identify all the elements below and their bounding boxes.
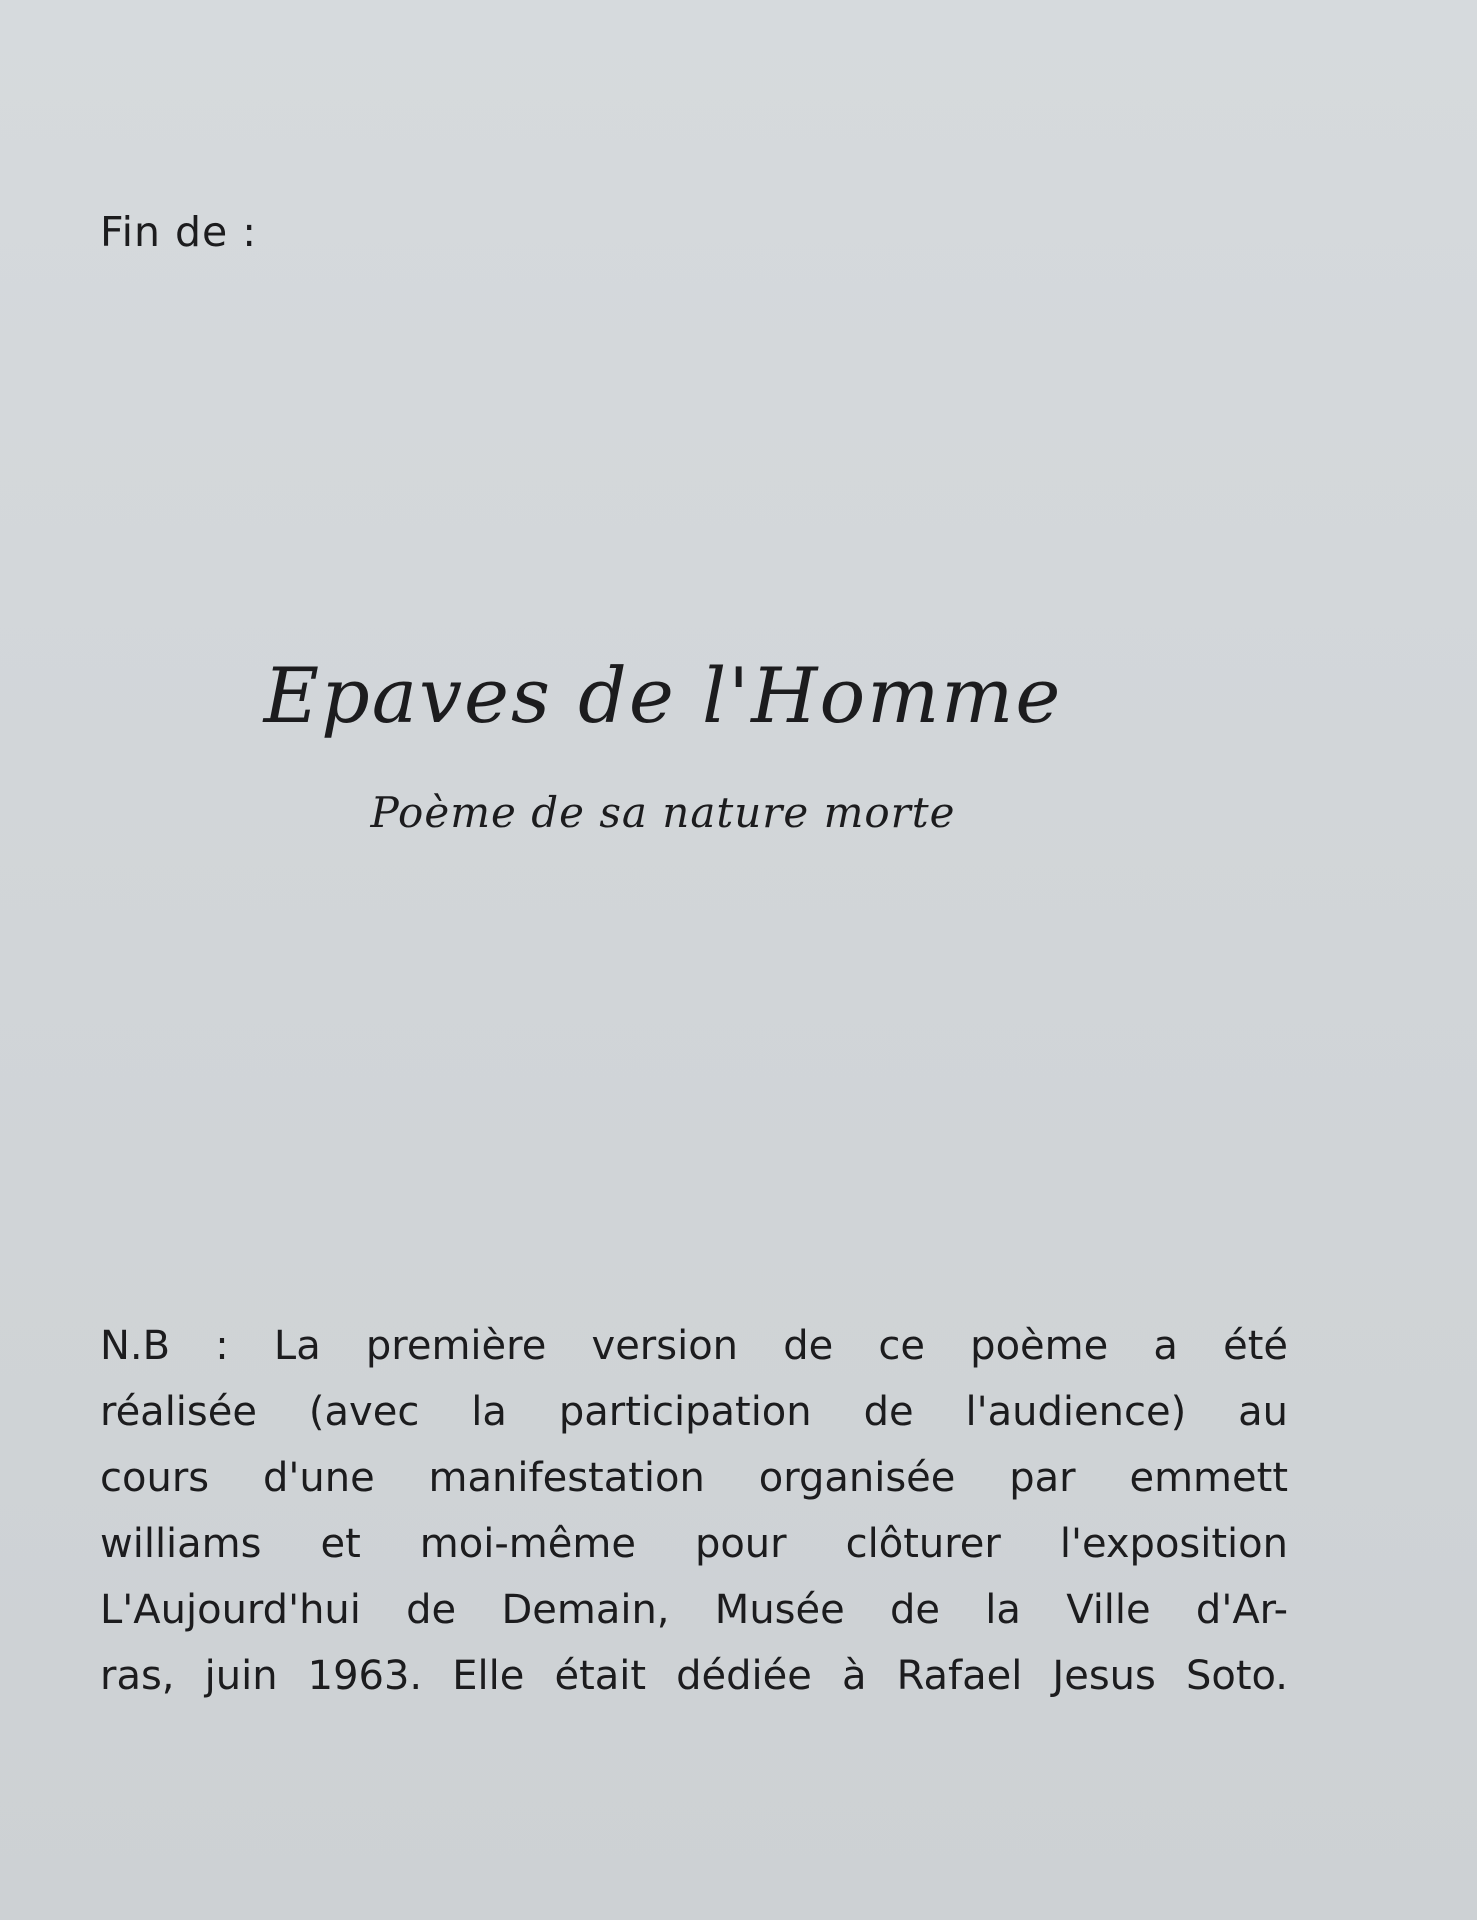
note-line-3: cours d'une manifestation organisée par emmett: [100, 1455, 1288, 1501]
note-line-1: N.B : La première version de ce poème a été: [100, 1323, 1288, 1369]
note-line-6: ras, juin 1963. Elle était dédiée à Rafael Jesus Soto.: [100, 1653, 1288, 1699]
poem-subtitle: Poème de sa nature morte: [370, 788, 956, 837]
note-line-4: williams et moi-même pour clôturer l'exposition: [100, 1521, 1288, 1567]
note-line-2: réalisée (avec la participation de l'audience) au: [100, 1389, 1288, 1435]
note-paragraph: [100, 1313, 1288, 1709]
note-line-5: L'Aujourd'hui de Demain, Musée de la Ville d'Ar-: [100, 1587, 1288, 1633]
poem-title: Epaves de l'Homme: [263, 651, 1063, 740]
header-label: Fin de :: [100, 208, 258, 256]
